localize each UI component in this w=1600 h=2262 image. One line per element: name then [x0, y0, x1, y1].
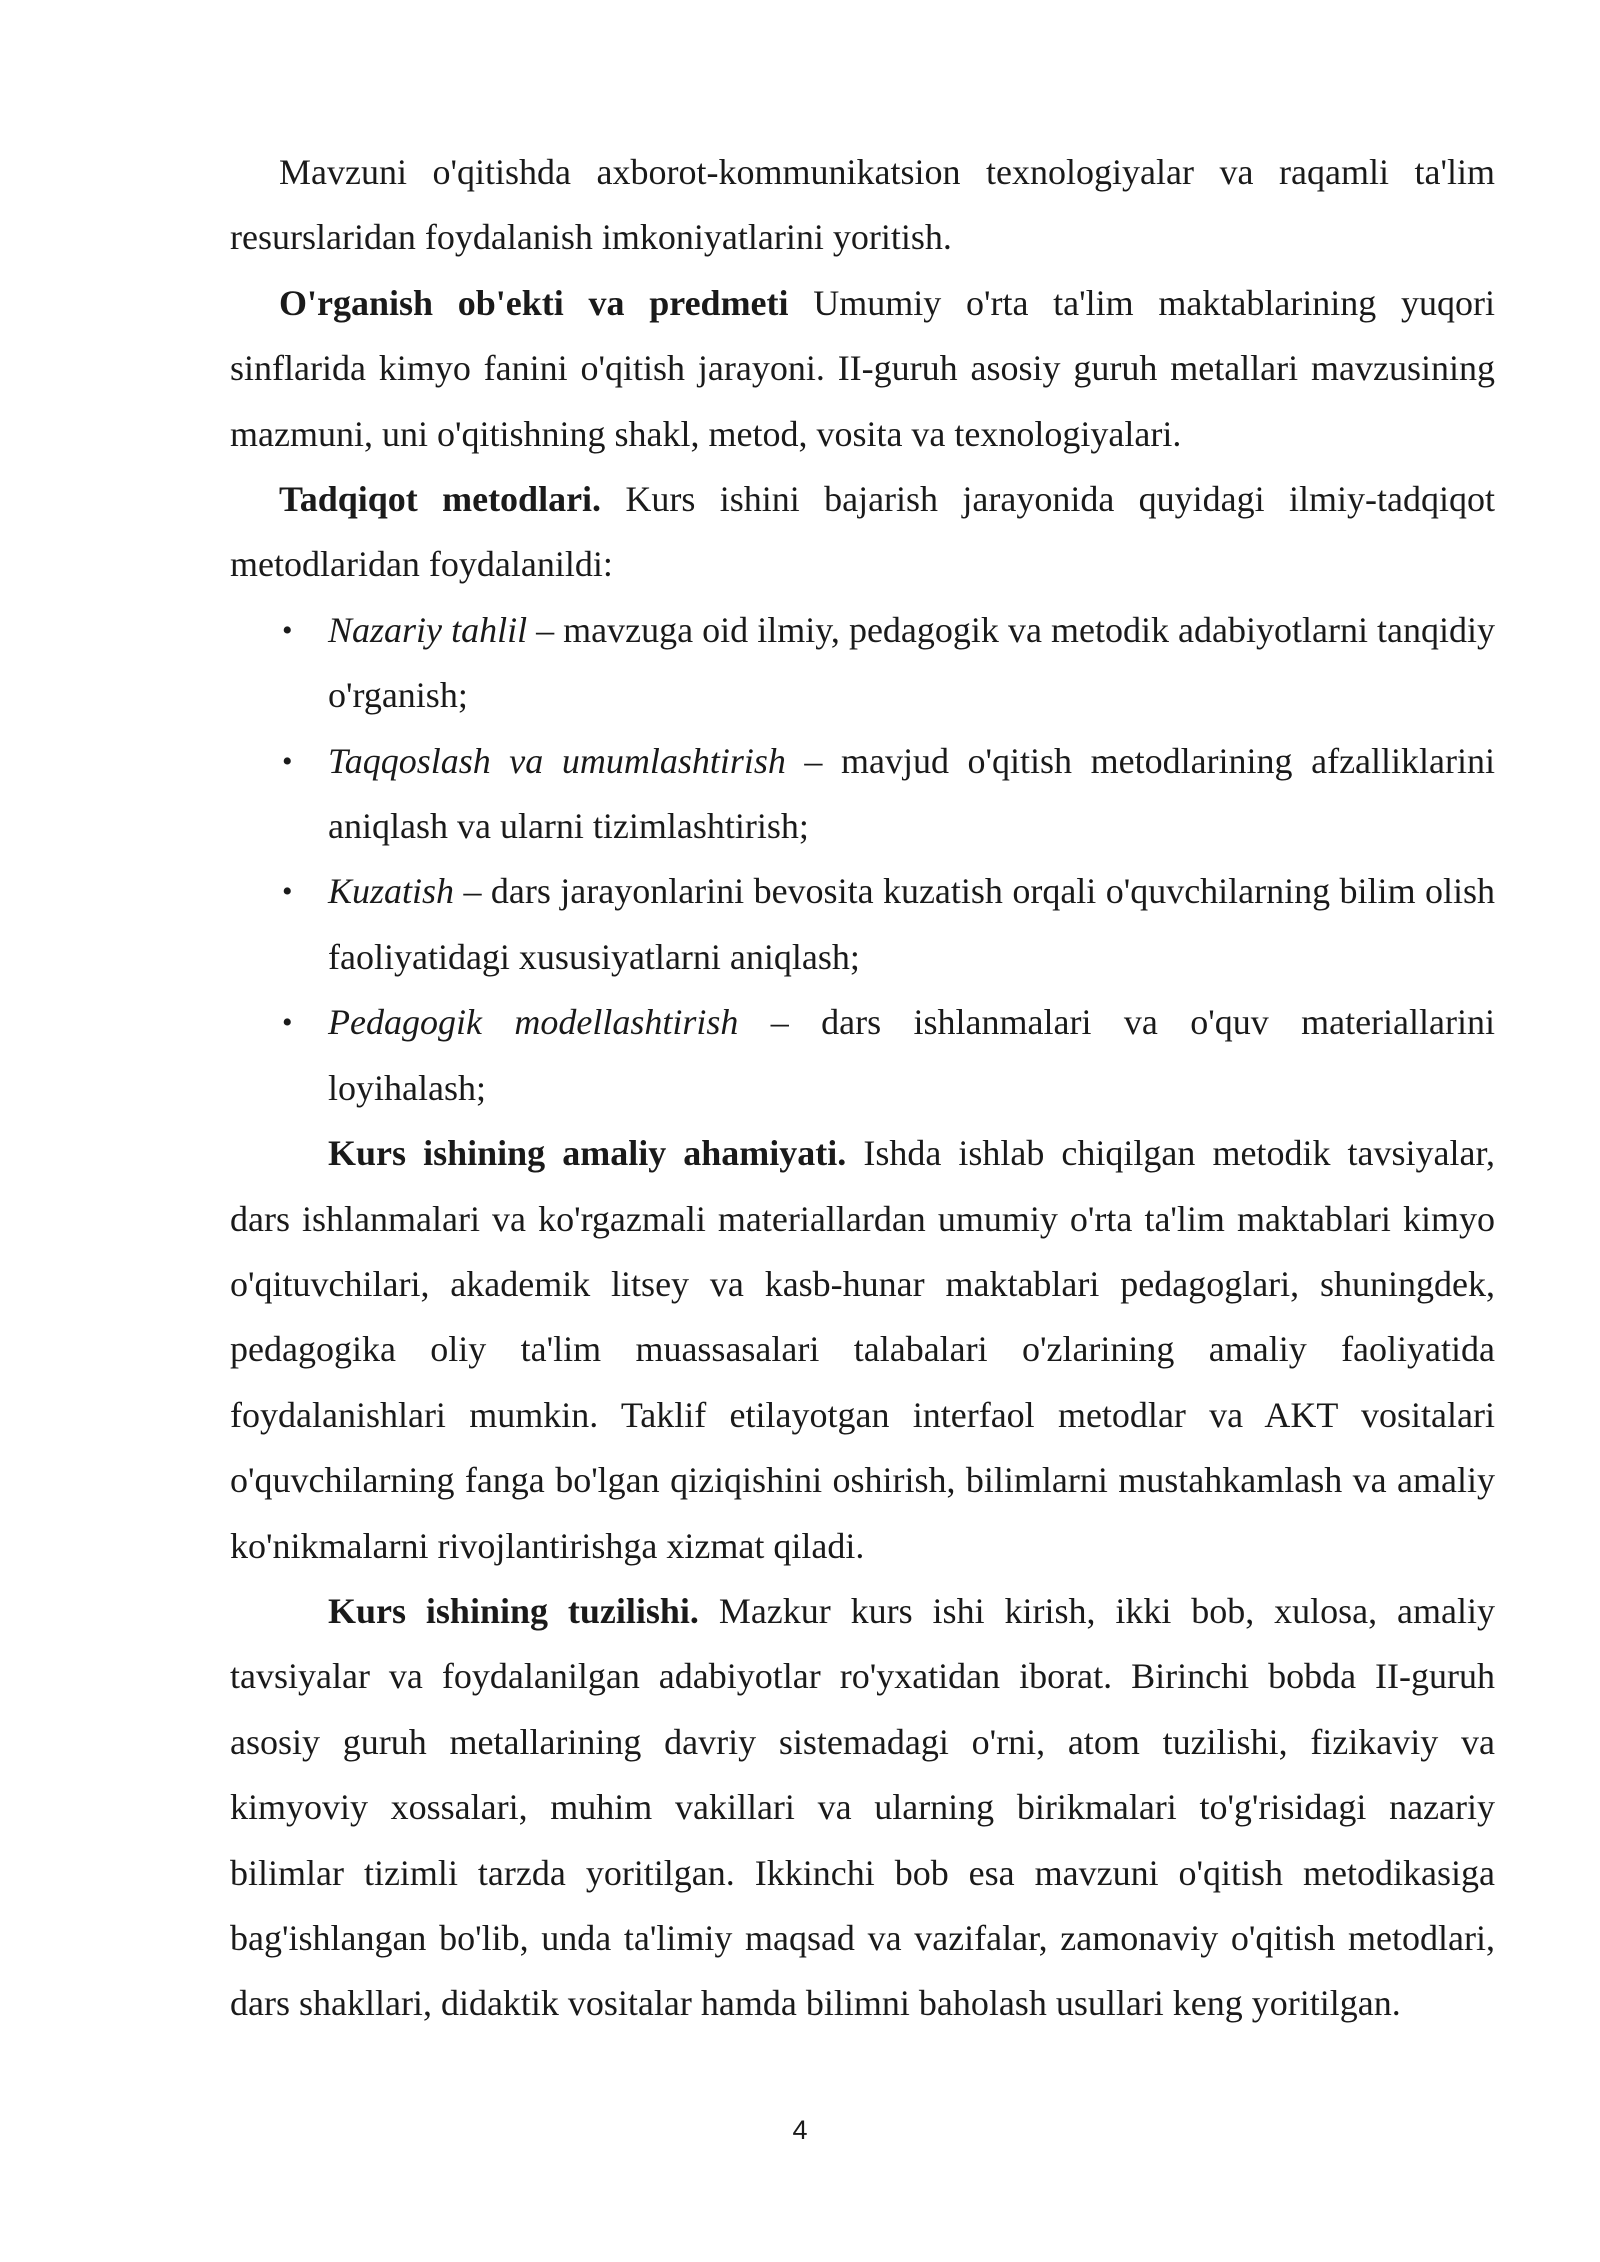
list-item: • Nazariy tahlil – mavzuga oid ilmiy, pedagogik va metodik adabiyotlarni tanqidiy o'rganish;: [230, 598, 1495, 729]
heading-practical-significance: Kurs ishining amaliy ahamiyati.: [328, 1133, 847, 1174]
method-term: Kuzatish: [328, 871, 455, 912]
bullet-icon: •: [282, 613, 293, 647]
heading-research-methods: Tadqiqot metodlari.: [279, 479, 602, 520]
document-page: [230, 140, 1495, 2037]
paragraph-structure: Kurs ishining tuzilishi. Mazkur kurs ishi kirish, ikki bob, xulosa, amaliy tavsiyalar va foydalanilgan adabiyotlar ro'yxatidan iborat. Birinchi bobda II-guruh asosiy guruh metallarining davriy sistemadagi o'rni, atom tuzilishi, fizikaviy va kimyoviy xossalari, muhim vakillari va ularning birikmalari to'g'risidagi nazariy bilimlar tizimli tarzda yoritilgan. Ikkinchi bob esa mavzuni o'qitish metodikasiga bag'ishlangan bo'lib, unda ta'limiy maqsad va vazifalar, zamonaviy o'qitish metodlari, dars shakllari, didaktik vositalar hamda bilimni baholash usullari keng yoritilgan.: [230, 1590, 1495, 2024]
paragraph-research-object: O'rganish ob'ekti va predmeti Umumiy o'rta ta'lim maktablarining yuqori sinflarida kimyo fanini o'qitish jarayoni. II-guruh asosiy guruh metallari mavzusining mazmuni, uni o'qitishning shakl, metod, vosita va texnologiyalari.: [230, 282, 1495, 454]
method-term: Nazariy tahlil: [328, 609, 528, 650]
list-item: • Pedagogik modellashtirish – dars ishlanmalari va o'quv materiallarini loyihalash;: [230, 990, 1495, 1121]
bullet-icon: •: [282, 875, 293, 909]
paragraph-aim-continuation: Mavzuni o'qitishda axborot-kommunikatsion texnologiyalar va raqamli ta'lim resurslaridan foydalanish imkoniyatlarini yoritish.: [230, 152, 1495, 258]
method-term: Taqqoslash va umumlashtirish: [328, 740, 786, 781]
paragraph-practical-significance: Kurs ishining amaliy ahamiyati. Ishda ishlab chiqilgan metodik tavsiyalar, dars ishlanmalari va ko'rgazmali materiallardan umumiy o'rta ta'lim maktablari kimyo o'qituvchilari, akademik litsey va kasb-hunar maktablari pedagoglari, shuningdek, pedagogika oliy ta'lim muassasalari talabalari o'zlarining amaliy faoliyatida foydalanishlari mumkin. Taklif etilayotgan interfaol metodlar va AKT vositalari o'quvchilarning fanga bo'lgan qiziqishini oshirish, bilimlarni mustahkamlash va amaliy ko'nikmalarni rivojlantirishga xizmat qiladi.: [230, 1133, 1495, 1566]
list-item: • Kuzatish – dars jarayonlarini bevosita kuzatish orqali o'quvchilarning bilim olish faoliyatidagi xususiyatlarni aniqlash;: [230, 859, 1495, 990]
page-number: 4: [792, 2115, 808, 2145]
method-term: Pedagogik modellashtirish: [328, 1002, 739, 1043]
paragraph-research-methods: Tadqiqot metodlari. Kurs ishini bajarish jarayonida quyidagi ilmiy-tadqiqot metodlaridan foydalanildi:: [230, 479, 1495, 585]
bullet-icon: •: [282, 1006, 293, 1040]
heading-research-object: O'rganish ob'ekti va predmeti: [279, 282, 789, 323]
heading-structure: Kurs ishining tuzilishi.: [328, 1590, 699, 1631]
methods-list: [230, 598, 1495, 1121]
list-item: • Taqqoslash va umumlashtirish – mavjud o'qitish metodlarining afzalliklarini aniqlash va ularni tizimlashtirish;: [230, 729, 1495, 860]
bullet-icon: •: [282, 744, 293, 778]
